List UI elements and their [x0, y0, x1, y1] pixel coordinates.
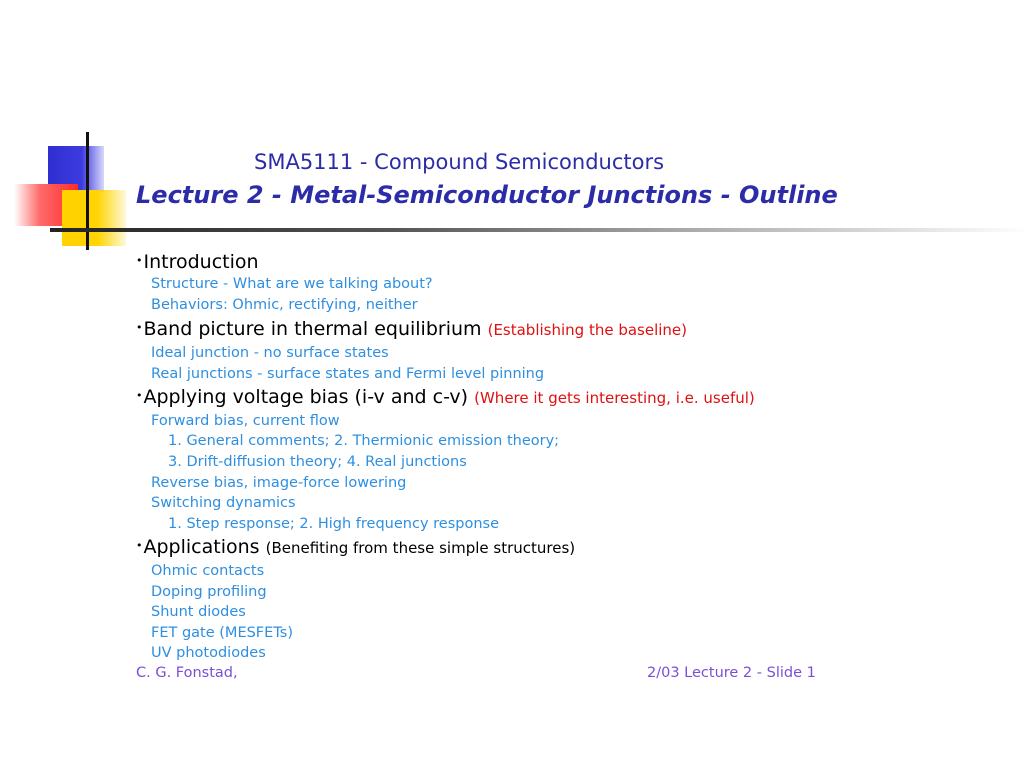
decor-vertical-line	[86, 132, 89, 250]
list-item: Shunt diodes	[151, 604, 246, 620]
bullet-voltage-bias: •Applying voltage bias (i-v and c-v) (Where it gets interesting, i.e. useful)	[136, 386, 755, 408]
footer-slide-number: 2/03 Lecture 2 - Slide 1	[647, 665, 816, 681]
bullet-icon: •	[136, 389, 143, 402]
bullet-icon: •	[136, 321, 143, 334]
footer-author: C. G. Fonstad,	[136, 665, 238, 681]
list-item: Structure - What are we talking about?	[151, 276, 433, 292]
decor-yellow-square	[62, 190, 126, 246]
note: (Establishing the baseline)	[487, 321, 688, 339]
list-item: FET gate (MESFETs)	[151, 625, 293, 641]
bullet-icon: •	[136, 539, 143, 552]
bullet-applications: •Applications (Benefiting from these simple structures)	[136, 536, 576, 558]
list-item: Switching dynamics	[151, 495, 296, 511]
bullet-introduction: •Introduction	[136, 251, 259, 273]
list-item: Reverse bias, image-force lowering	[151, 475, 407, 491]
list-item: Behaviors: Ohmic, rectifying, neither	[151, 297, 418, 313]
bullet-band-picture: •Band picture in thermal equilibrium (Establishing the baseline)	[136, 318, 688, 340]
title-underline	[50, 228, 1024, 232]
bullet-icon: •	[136, 254, 143, 267]
list-item: UV photodiodes	[151, 645, 266, 661]
note: (Benefiting from these simple structures)	[265, 539, 576, 557]
course-title: SMA5111 - Compound Semiconductors	[254, 150, 665, 174]
list-item: Real junctions - surface states and Fermi level pinning	[151, 366, 545, 382]
page-title: Lecture 2 - Metal-Semiconductor Junctions - Outline	[136, 181, 838, 209]
list-item: Forward bias, current flow	[151, 413, 340, 429]
list-item: Doping profiling	[151, 584, 267, 600]
list-item: Ohmic contacts	[151, 563, 265, 579]
list-item: 1. General comments; 2. Thermionic emission theory;	[168, 433, 560, 449]
list-item: 3. Drift-diffusion theory; 4. Real junctions	[168, 454, 467, 470]
note: (Where it gets interesting, i.e. useful)	[474, 389, 755, 407]
list-item: Ideal junction - no surface states	[151, 345, 389, 361]
list-item: 1. Step response; 2. High frequency response	[168, 516, 499, 532]
